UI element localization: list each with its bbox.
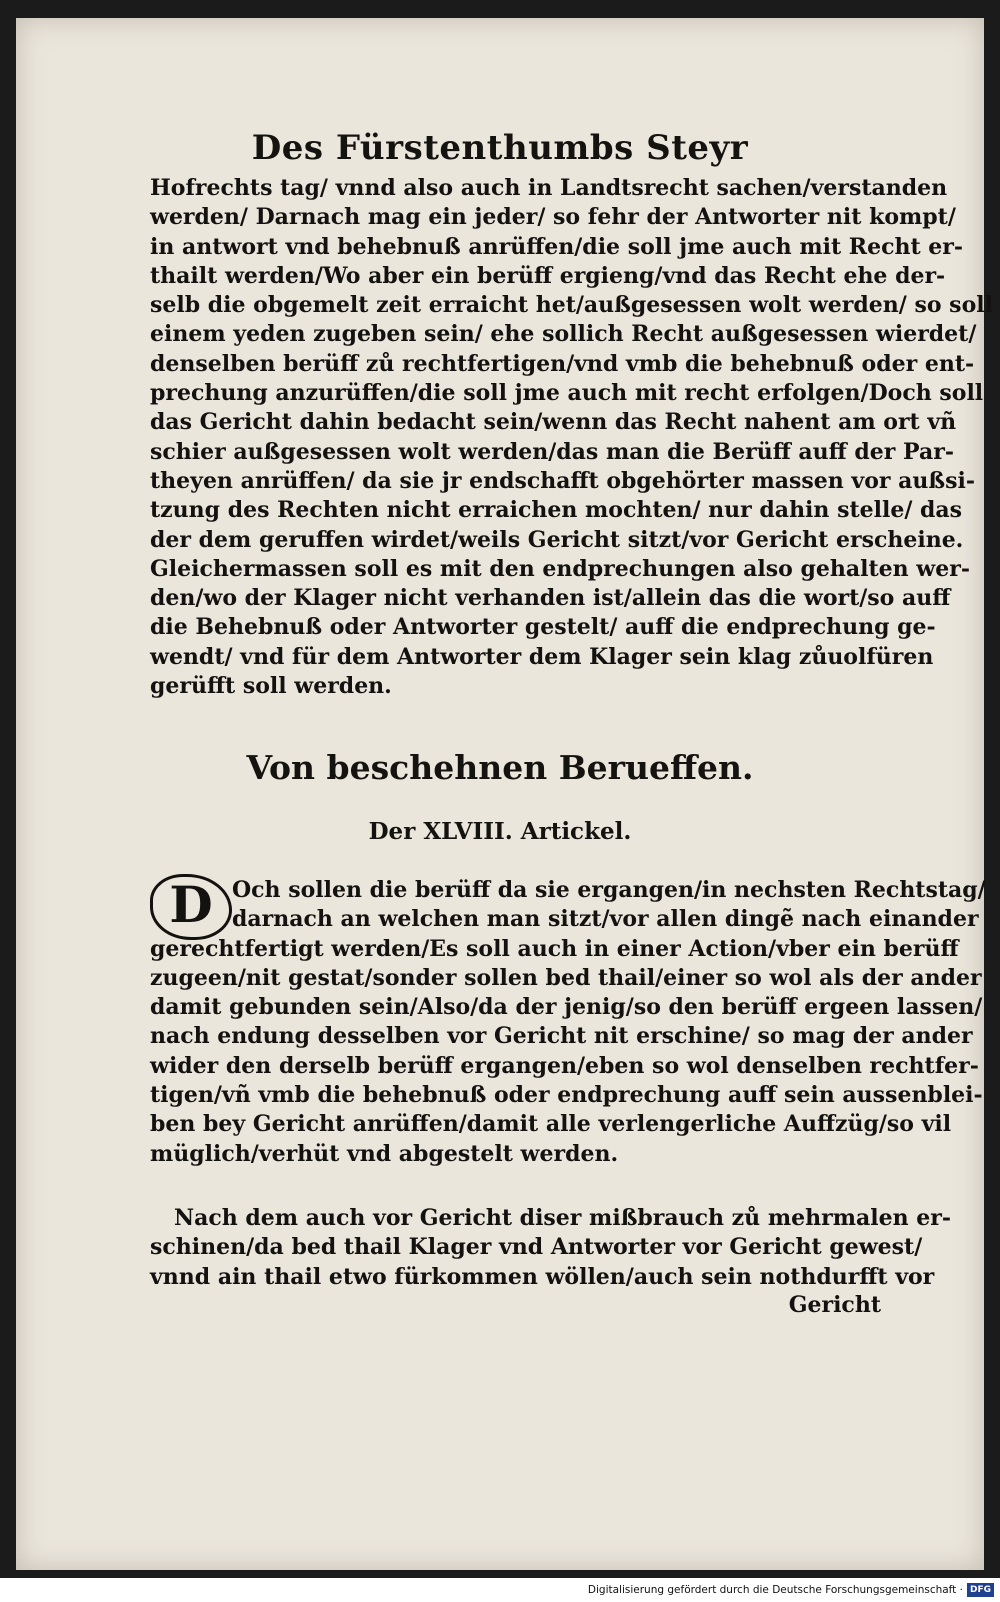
text-line: werden/ Darnach mag ein jeder/ so fehr der Antworter nit kompt/ [150,204,956,231]
digitization-footer [0,1578,1000,1602]
text-line: einem yeden zugeben sein/ ehe sollich Recht außgesessen wierdet/ [150,321,977,348]
text-line: denselben berüff zů rechtfertigen/vnd vmb die behebnuß oder ent- [150,350,975,377]
article-label: Der XLVIII. Artickel. [368,818,632,845]
text-line: nach endung desselben vor Gericht nit erschine/ so mag der ander [150,1023,973,1050]
text-line: gerechtfertigt werden/Es soll auch in einer Action/vber ein berüff [150,935,959,962]
text-line: ben bey Gericht anrüffen/damit alle verlengerliche Auffzüg/so vil [150,1111,952,1138]
text-line: tzung des Rechten nicht erraichen mochten/ nur dahin stelle/ das [150,497,963,524]
text-line: theyen anrüffen/ da sie jr endschafft obgehörter massen vor außsi- [150,467,975,494]
text-line: damit gebunden sein/Also/da der jenig/so den berüff ergeen lassen/ [150,994,983,1021]
text-line: den/wo der Klager nicht verhanden ist/allein das die wort/so auff [150,585,951,612]
text-line: das Gericht dahin bedacht sein/wenn das Recht nahent am ort vñ [150,409,957,436]
text-line: Hofrechts tag/ vnnd also auch in Landtsrecht sachen/verstanden [150,175,948,201]
text-line: selb die obgemelt zeit erraicht het/außgesessen wolt werden/ so soll [150,292,993,319]
text-line: in antwort vnd behebnuß anrüffen/die soll jme auch mit Recht er- [150,233,964,260]
text-line: thailt werden/Wo aber ein berüff ergieng/vnd das Recht ehe der- [150,262,946,289]
text-line: müglich/verhüt vnd abgestelt werden. [150,1140,619,1167]
dfg-logo: DFG [967,1583,994,1597]
text-line: schinen/da bed thail Klager vnd Antworter vor Gericht gewest/ [150,1234,923,1261]
section-title: Von beschehnen Berueffen. [246,748,754,787]
text-line: der dem geruffen wirdet/weils Gericht sitzt/vor Gericht erscheine. [150,526,964,553]
text-line: vnnd ain thail etwo fürkommen wöllen/auch sein nothdurfft vor [150,1263,935,1290]
text-line: zugeen/nit gestat/sonder sollen bed thail/einer so wol als der ander [150,964,982,991]
text-line: Gleichermassen soll es mit den endprechungen also gehalten wer- [150,555,970,582]
text-line: schier außgesessen wolt werden/das man die Berüff auff der Par- [150,438,954,465]
text-line: prechung anzurüffen/die soll jme auch mit recht erfolgen/Doch soll [150,380,984,407]
text-line: gerüfft soll werden. [150,673,392,700]
funding-notice: Digitalisierung gefördert durch die Deutsche Forschungsgemeinschaft · [587,1584,963,1596]
running-header: Des Fürstenthumbs Steyr [251,128,749,168]
text-line: tigen/vñ vmb die behebnuß oder endprechung auff sein aussenblei- [150,1082,983,1109]
catchword: Gericht [788,1292,881,1318]
decorated-initial: D [150,874,232,940]
book-page [16,18,993,1570]
text-line: Nach dem auch vor Gericht diser mißbrauch zů mehrmalen er- [174,1205,951,1231]
text-line: Och sollen die berüff da sie ergangen/in nechsten Rechtstag/ [232,877,986,903]
text-line: wendt/ vnd für dem Antworter dem Klager sein klag zůuolfüren [150,643,934,670]
article-paragraph [150,876,986,1169]
text-line: darnach an welchen man sitzt/vor allen dingẽ nach einander [232,906,979,933]
text-line: die Behebnuß oder Antworter gestelt/ auff die endprechung ge- [150,614,936,641]
paragraph [150,1204,951,1292]
paragraph-continuation [150,174,993,701]
text-line: wider den derselb berüff ergangen/eben so wol denselben rechtfer- [150,1052,979,1079]
